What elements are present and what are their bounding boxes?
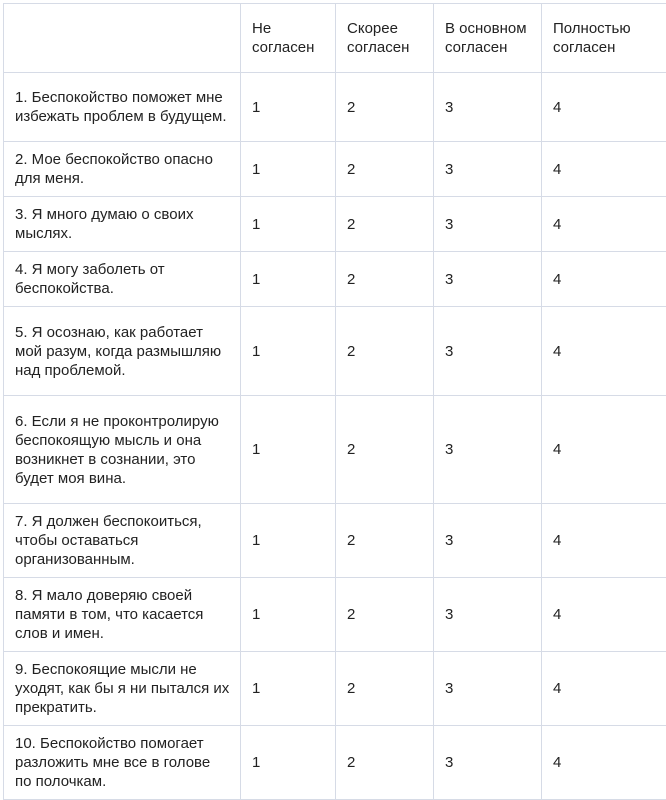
score-disagree[interactable]: 1: [241, 252, 336, 307]
score-fully-agree[interactable]: 4: [542, 73, 666, 142]
table-row: [4, 197, 666, 252]
survey-table: [3, 3, 666, 800]
score-mostly-agree[interactable]: 3: [434, 142, 542, 197]
score-mostly-agree[interactable]: 3: [434, 73, 542, 142]
score-fully-agree[interactable]: 4: [542, 726, 666, 800]
score-mostly-agree[interactable]: 3: [434, 197, 542, 252]
header-somewhat-agree: Скорее согласен: [336, 4, 434, 73]
table-row: [4, 73, 666, 142]
score-disagree[interactable]: 1: [241, 142, 336, 197]
table-row: [4, 252, 666, 307]
score-fully-agree[interactable]: 4: [542, 652, 666, 726]
statement-cell: 2. Мое беспокойство опасно для меня.: [4, 142, 241, 197]
header-fully-agree: Полностью согласен: [542, 4, 666, 73]
statement-cell: 9. Беспокоящие мысли не уходят, как бы я ни пытался их прекратить.: [4, 652, 241, 726]
statement-cell: 8. Я мало доверяю своей памяти в том, что касается слов и имен.: [4, 578, 241, 652]
score-disagree[interactable]: 1: [241, 396, 336, 504]
score-somewhat-agree[interactable]: 2: [336, 652, 434, 726]
score-disagree[interactable]: 1: [241, 197, 336, 252]
score-mostly-agree[interactable]: 3: [434, 504, 542, 578]
statement-cell: 3. Я много думаю о своих мыслях.: [4, 197, 241, 252]
header-row: [4, 4, 666, 73]
header-statement: [4, 4, 241, 73]
score-somewhat-agree[interactable]: 2: [336, 578, 434, 652]
score-disagree[interactable]: 1: [241, 578, 336, 652]
score-fully-agree[interactable]: 4: [542, 142, 666, 197]
score-somewhat-agree[interactable]: 2: [336, 726, 434, 800]
table-row: [4, 504, 666, 578]
score-fully-agree[interactable]: 4: [542, 197, 666, 252]
table-row: [4, 307, 666, 396]
score-mostly-agree[interactable]: 3: [434, 307, 542, 396]
table-row: [4, 142, 666, 197]
score-somewhat-agree[interactable]: 2: [336, 197, 434, 252]
statement-cell: 1. Беспокойство поможет мне избежать проблем в будущем.: [4, 73, 241, 142]
statement-cell: 10. Беспокойство помогает разложить мне все в голове по полочкам.: [4, 726, 241, 800]
table-row: [4, 652, 666, 726]
score-somewhat-agree[interactable]: 2: [336, 504, 434, 578]
table-row: [4, 396, 666, 504]
score-somewhat-agree[interactable]: 2: [336, 252, 434, 307]
score-somewhat-agree[interactable]: 2: [336, 396, 434, 504]
header-mostly-agree: В основном согласен: [434, 4, 542, 73]
score-disagree[interactable]: 1: [241, 652, 336, 726]
score-mostly-agree[interactable]: 3: [434, 652, 542, 726]
score-fully-agree[interactable]: 4: [542, 578, 666, 652]
header-disagree: Не согласен: [241, 4, 336, 73]
score-fully-agree[interactable]: 4: [542, 252, 666, 307]
score-disagree[interactable]: 1: [241, 307, 336, 396]
score-disagree[interactable]: 1: [241, 73, 336, 142]
score-mostly-agree[interactable]: 3: [434, 396, 542, 504]
score-somewhat-agree[interactable]: 2: [336, 307, 434, 396]
table-row: [4, 578, 666, 652]
score-fully-agree[interactable]: 4: [542, 396, 666, 504]
statement-cell: 7. Я должен беспокоиться, чтобы оставаться организованным.: [4, 504, 241, 578]
statement-cell: 4. Я могу заболеть от беспокойства.: [4, 252, 241, 307]
score-mostly-agree[interactable]: 3: [434, 726, 542, 800]
table-row: [4, 726, 666, 800]
score-fully-agree[interactable]: 4: [542, 504, 666, 578]
statement-cell: 6. Если я не проконтролирую беспокоящую мысль и она возникнет в сознании, это будет моя вина.: [4, 396, 241, 504]
score-somewhat-agree[interactable]: 2: [336, 73, 434, 142]
score-disagree[interactable]: 1: [241, 504, 336, 578]
score-mostly-agree[interactable]: 3: [434, 252, 542, 307]
score-fully-agree[interactable]: 4: [542, 307, 666, 396]
score-disagree[interactable]: 1: [241, 726, 336, 800]
survey-table-container: [3, 3, 666, 800]
score-somewhat-agree[interactable]: 2: [336, 142, 434, 197]
score-mostly-agree[interactable]: 3: [434, 578, 542, 652]
statement-cell: 5. Я осознаю, как работает мой разум, когда размышляю над проблемой.: [4, 307, 241, 396]
